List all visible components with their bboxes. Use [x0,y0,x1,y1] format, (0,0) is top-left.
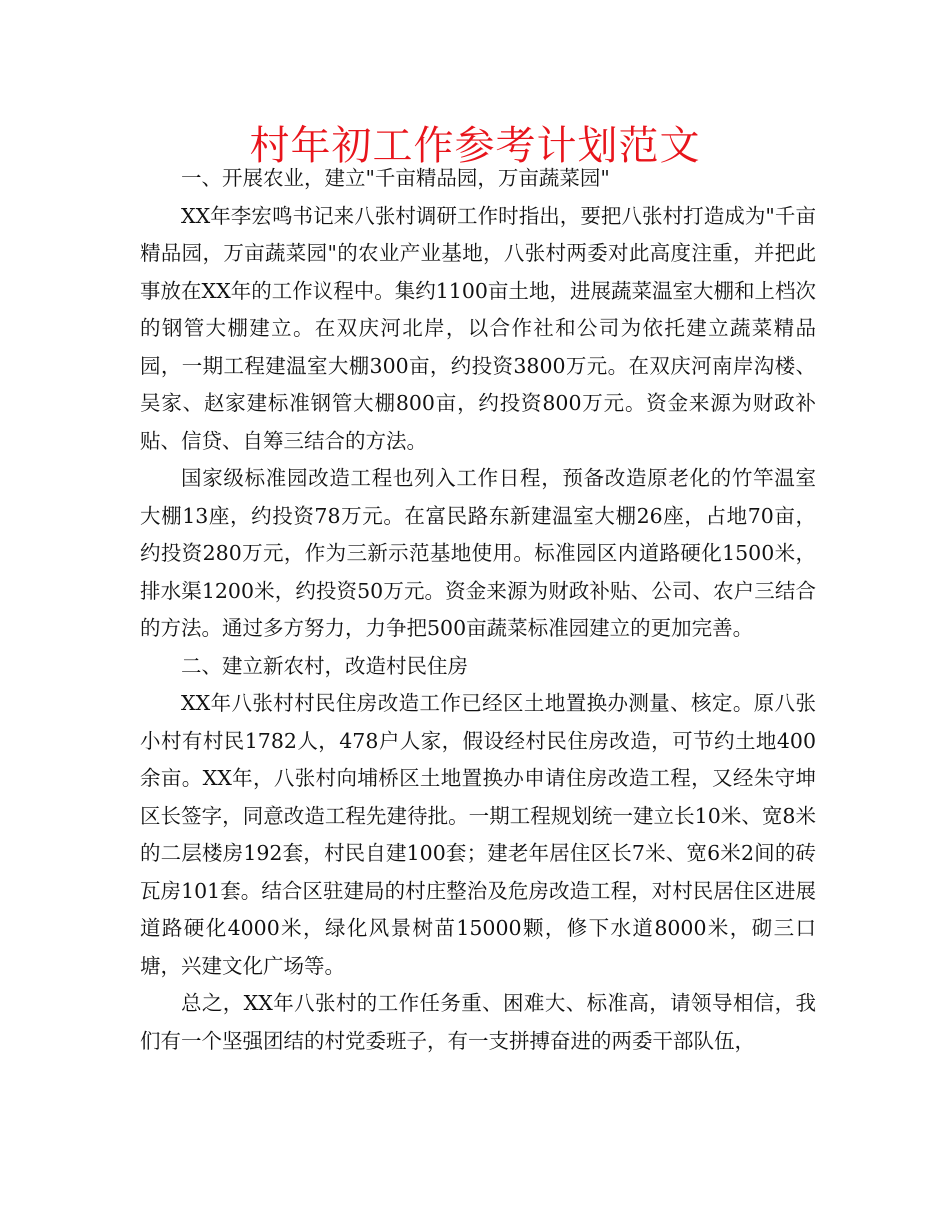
paragraph: XX年李宏鸣书记来八张村调研工作时指出，要把八张村打造成为"千亩精品园，万亩蔬菜园"的农业产业基地，八张村两委对此高度注重，并把此事放在XX年的工作议程中。集约1100亩土地，进展蔬菜温室大棚和上档次的钢管大棚建立。在双庆河北岸，以合作社和公司为依托建立蔬菜精品园，一期工程建温室大棚300亩，约投资3800万元。在双庆河南岸沟楼、吴家、赵家建标准钢管大棚800亩，约投资800万元。资金来源为财政补贴、信贷、自筹三结合的方法。 [140,203,816,453]
document-title: 村年初工作参考计划范文 [249,123,701,169]
document-body [140,160,816,1060]
section-heading-agriculture: 一、开展农业，建立"千亩精品园，万亩蔬菜园" [181,166,610,190]
paragraph: 国家级标准园改造工程也列入工作日程，预备改造原老化的竹竿温室大棚13座，约投资78万元。在富民路东新建温室大棚26座，占地70亩，约投资280万元，作为三新示范基地使用。标准园区内道路硬化1500米，排水渠1200米，约投资50万元。资金来源为财政补贴、公司、农户三结合的方法。通过多方努力，力争把500亩蔬菜标准园建立的更加完善。 [140,466,816,640]
paragraph: XX年八张村村民住房改造工作已经区土地置换办测量、核定。原八张小村有村民1782人，478户人家，假设经村民住房改造，可节约土地400余亩。XX年，八张村向埔桥区土地置换办申请住房改造工程，又经朱守坤区长签字，同意改造工程先建待批。一期工程规划统一建立长10米、宽8米的二层楼房192套，村民自建100套；建老年居住区长7米、宽6米2间的砖瓦房101套。结合区驻建局的村庄整治及危房改造工程，对村民居住区进展道路硬化4000米，绿化风景树苗15000颗，修下水道8000米，砌三口塘，兴建文化广场等。 [140,691,816,978]
paragraph: 总之，XX年八张村的工作任务重、困难大、标准高，请领导相信，我们有一个坚强团结的村党委班子，有一支拼搏奋进的两委干部队伍， [140,991,816,1053]
section-heading-new-village: 二、建立新农村，改造村民住房 [181,653,468,678]
